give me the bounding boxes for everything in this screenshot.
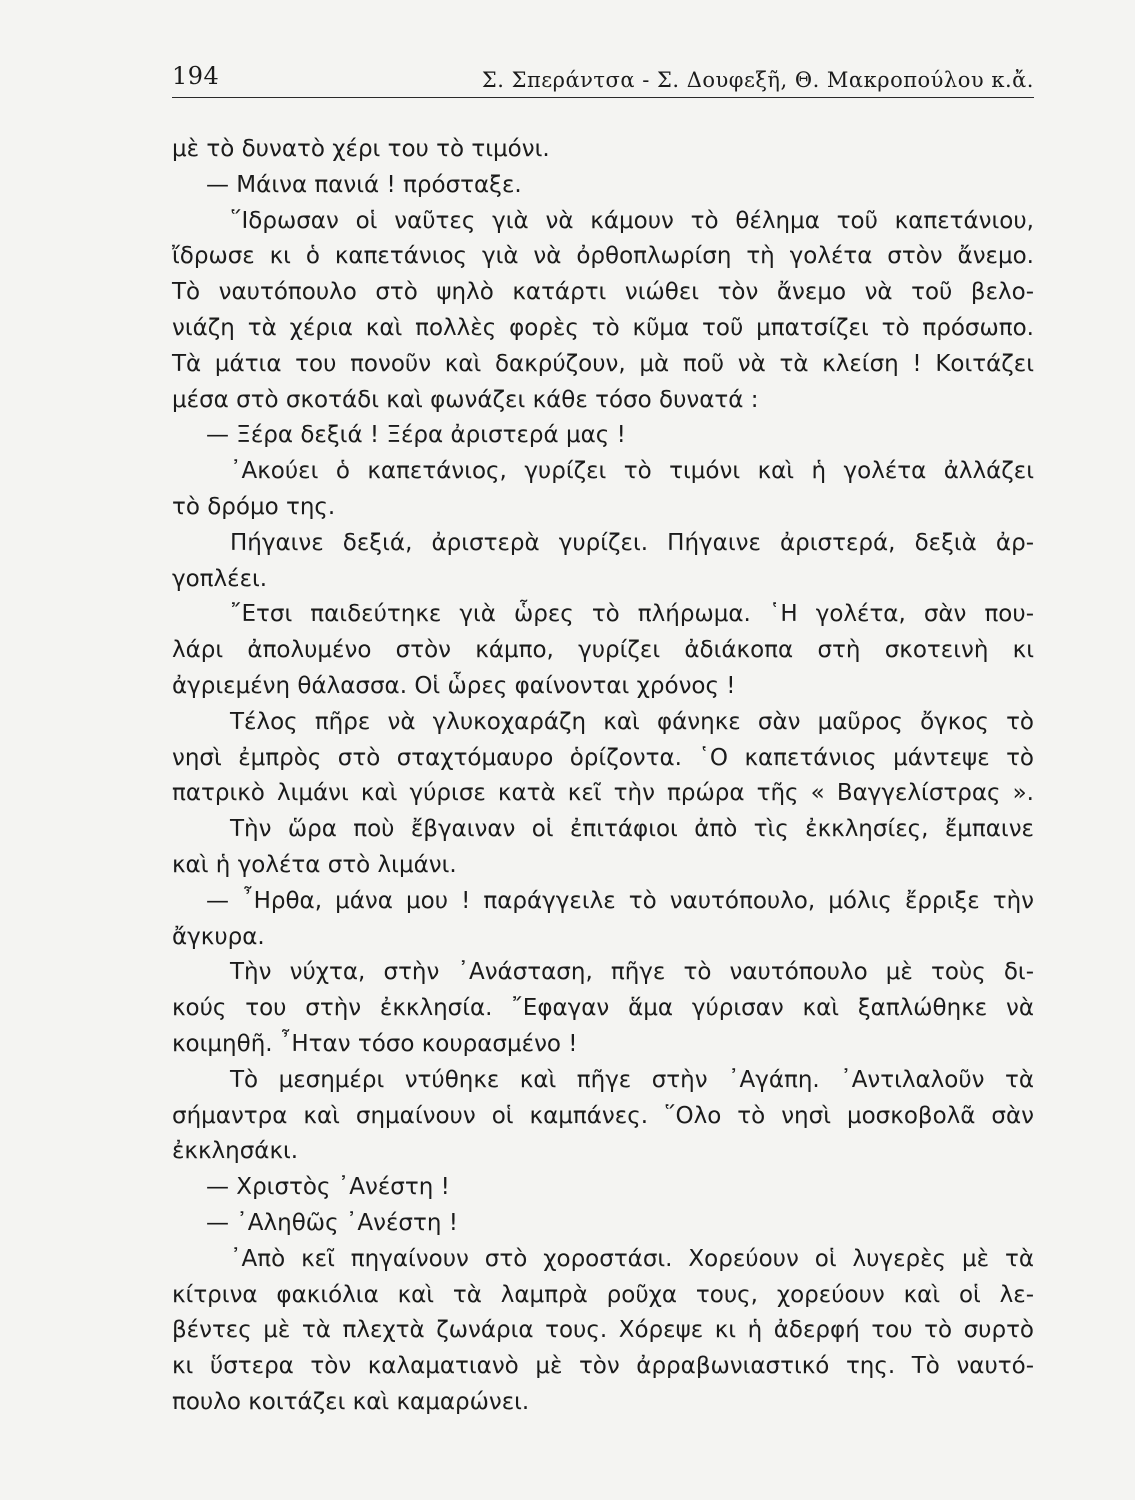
text-line: κίτρινα φακιόλια καὶ τὰ λαμπρὰ ροῦχα τους, χορεύουν καὶ οἱ λε- bbox=[172, 1281, 1034, 1308]
text-line: νησὶ ἐμπρὸς στὸ σταχτόμαυρο ὁρίζοντα. ῾Ο καπετάνιος μάντεψε τὸ bbox=[172, 744, 1034, 771]
text-line: καὶ ἡ γολέτα στὸ λιμάνι. bbox=[172, 851, 457, 878]
text-line: — Μάινα πανιά ! πρόσταξε. bbox=[206, 171, 522, 198]
text-line: — Χριστὸς ᾿Ανέστη ! bbox=[206, 1174, 450, 1201]
text-line: βέντες μὲ τὰ πλεχτὰ ζωνάρια τους. Χόρεψε κι ἡ ἀδερφή του τὸ συρτὸ bbox=[172, 1317, 1034, 1344]
text-line: Τέλος πῆρε νὰ γλυκοχαράζη καὶ φάνηκε σὰν μαῦρος ὄγκος τὸ bbox=[230, 708, 1034, 735]
text-line: πουλο κοιτάζει καὶ καμαρώνει. bbox=[172, 1388, 530, 1415]
header-rule bbox=[172, 97, 1034, 98]
text-line: ῎Ετσι παιδεύτηκε γιὰ ὧρες τὸ πλήρωμα. ῾Η γολέτα, σὰν που- bbox=[230, 601, 1034, 628]
running-head: Σ. Σπεράντσα - Σ. Δουφεξῆ, Θ. Μακροπούλου κ.ἄ. bbox=[481, 68, 1034, 92]
text-line: γοπλέει. bbox=[172, 565, 268, 592]
text-line: κοιμηθῆ. ῏Ηταν τόσο κουρασμένο ! bbox=[172, 1030, 578, 1057]
text-line: Τὸ ναυτόπουλο στὸ ψηλὸ κατάρτι νιώθει τὸν ἄνεμο νὰ τοῦ βελο- bbox=[172, 279, 1034, 306]
text-line: Τὴν ὥρα ποὺ ἔβγαιναν οἱ ἐπιτάφιοι ἀπὸ τὶς ἐκκλησίες, ἔμπαινε bbox=[230, 816, 1034, 843]
text-line: ᾿Ακούει ὁ καπετάνιος, γυρίζει τὸ τιμόνι καὶ ἡ γολέτα ἀλλάζει bbox=[230, 458, 1034, 485]
text-line: κι ὕστερα τὸν καλαματιανὸ μὲ τὸν ἀρραβωνιαστικό της. Τὸ ναυτό- bbox=[172, 1353, 1034, 1380]
text-line: τὸ δρόμο της. bbox=[172, 493, 336, 520]
text-line: μέσα στὸ σκοτάδι καὶ φωνάζει κάθε τόσο δυνατά : bbox=[172, 386, 759, 413]
page-header bbox=[172, 58, 1034, 102]
text-line: Τὴν νύχτα, στὴν ᾿Ανάσταση, πῆγε τὸ ναυτόπουλο μὲ τοὺς δι- bbox=[230, 959, 1034, 986]
text-line: ἐκκλησάκι. bbox=[172, 1138, 299, 1165]
text-line: — Ξέρα δεξιά ! Ξέρα ἀριστερά μας ! bbox=[206, 422, 626, 449]
text-line: ἀγριεμένη θάλασσα. Οἱ ὧρες φαίνονται χρόνος ! bbox=[172, 672, 736, 699]
text-line: Τὸ μεσημέρι ντύθηκε καὶ πῆγε στὴν ᾿Αγάπη. ᾿Αντιλαλοῦν τὰ bbox=[230, 1066, 1034, 1093]
text-line: μὲ τὸ δυνατὸ χέρι του τὸ τιμόνι. bbox=[172, 136, 550, 162]
page-number: 194 bbox=[172, 62, 220, 90]
text-line: Τὰ μάτια του πονοῦν καὶ δακρύζουν, μὰ ποῦ νὰ τὰ κλείση ! Κοιτάζει bbox=[172, 350, 1034, 377]
text-line: ῞Ιδρωσαν οἱ ναῦτες γιὰ νὰ κάμουν τὸ θέλημα τοῦ καπετάνιου, bbox=[230, 207, 1034, 234]
text-line: Πήγαινε δεξιά, ἀριστερὰ γυρίζει. Πήγαινε ἀριστερά, δεξιὰ ἀρ- bbox=[230, 529, 1034, 556]
text-line: κούς του στὴν ἐκκλησία. ῎Εφαγαν ἅμα γύρισαν καὶ ξαπλώθηκε νὰ bbox=[172, 995, 1034, 1022]
text-line: — ᾿Αληθῶς ᾿Ανέστη ! bbox=[206, 1209, 458, 1236]
text-line: λάρι ἀπολυμένο στὸν κάμπο, γυρίζει ἀδιάκοπα στὴ σκοτεινὴ κι bbox=[172, 637, 1034, 664]
text-line: ᾿Απὸ κεῖ πηγαίνουν στὸ χοροστάσι. Χορεύουν οἱ λυγερὲς μὲ τὰ bbox=[230, 1245, 1034, 1272]
text-line: νιάζη τὰ χέρια καὶ πολλὲς φορὲς τὸ κῦμα τοῦ μπατσίζει τὸ πρόσωπο. bbox=[172, 314, 1034, 341]
text-line: σήμαντρα καὶ σημαίνουν οἱ καμπάνες. ῞Ολο τὸ νησὶ μοσκοβολᾶ σὰν bbox=[172, 1102, 1034, 1129]
text-line: ἴδρωσε κι ὁ καπετάνιος γιὰ νὰ ὀρθοπλωρίση τὴ γολέτα στὸν ἄνεμο. bbox=[172, 243, 1034, 270]
text-line: ἄγκυρα. bbox=[172, 923, 265, 950]
text-line: — ῏Ηρθα, μάνα μου ! παράγγειλε τὸ ναυτόπουλο, μόλις ἔρριξε τὴν bbox=[206, 887, 1034, 914]
text-line: πατρικὸ λιμάνι καὶ γύρισε κατὰ κεῖ τὴν πρώρα τῆς « Βαγγελίστρας ». bbox=[172, 780, 1034, 807]
body-text bbox=[172, 132, 1034, 1421]
